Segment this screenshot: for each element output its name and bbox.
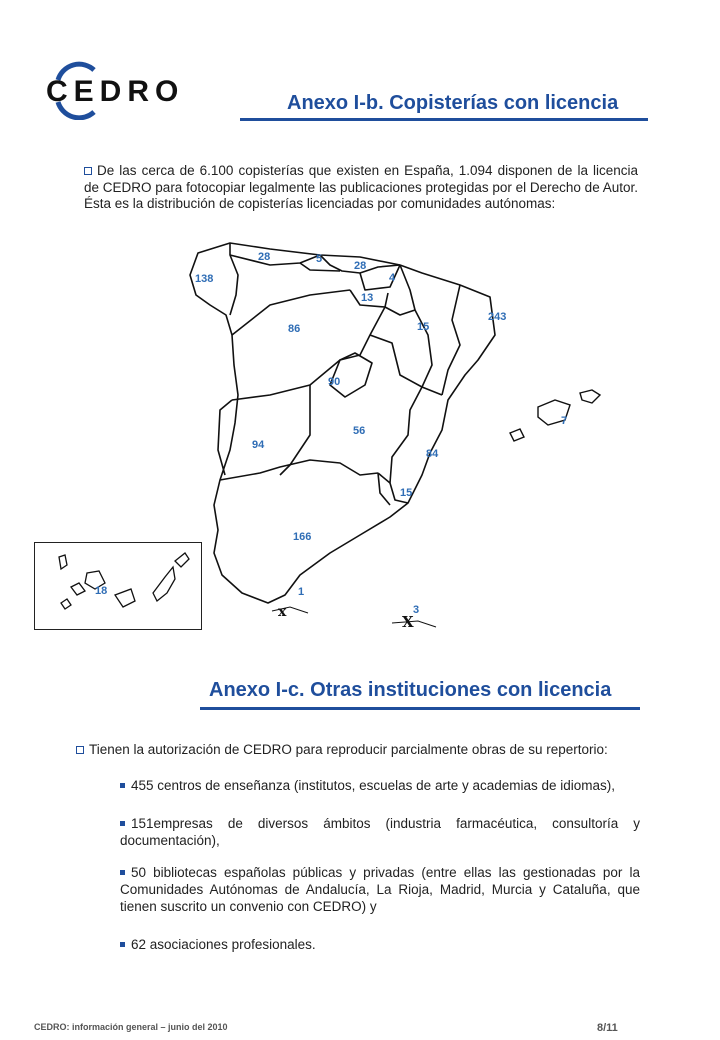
logo-text: CEDRO <box>46 75 185 108</box>
value-melilla: 3 <box>413 604 420 616</box>
section2-rule <box>200 707 640 710</box>
checkbox-bullet-icon <box>76 746 84 754</box>
section1-title: Anexo I-b. Copisterías con licencia <box>287 92 619 114</box>
square-bullet-icon <box>120 870 125 875</box>
value-navarra: 4 <box>389 272 396 284</box>
value-andalucia: 166 <box>293 531 312 543</box>
intro-text: De las cerca de 6.100 copisterías que existen en España, 1.094 disponen de la licencia de CEDRO para fotocopiar legalmente las publicaciones protegidas por el Derecho de Autor. Ésta es la distribución de copisterías licenciadas por comunidades autónomas: <box>84 163 638 211</box>
list-item: 50 bibliotecas españolas públicas y privadas (entre ellas las gestionadas por la Comunidades Autónomas de Andalucía, La Rioja, Madrid, Murcia y Cataluña, que tienen suscrito un convenio con CEDRO) y <box>120 865 640 914</box>
square-bullet-icon <box>120 942 125 947</box>
value-valencia: 84 <box>426 448 439 460</box>
value-ceuta: 1 <box>298 586 305 598</box>
square-bullet-icon <box>120 821 125 826</box>
section2-intro <box>76 742 656 759</box>
list-item: 151empresas de diversos ámbitos (industria farmacéutica, consultoría y documentación), <box>120 816 640 848</box>
value-la-rioja: 13 <box>361 292 374 304</box>
value-extremadura: 94 <box>252 439 265 451</box>
spain-map <box>160 235 610 635</box>
footer-text: CEDRO: información general – junio del 2010 <box>34 1022 228 1032</box>
value-aragon: 15 <box>417 321 430 333</box>
section1-rule <box>240 118 648 121</box>
value-murcia: 15 <box>400 487 413 499</box>
value-galicia: 138 <box>195 273 214 285</box>
value-castilla-la-mancha: 56 <box>353 425 366 437</box>
canary-islands-inset <box>34 542 202 630</box>
intro-paragraph <box>84 163 638 213</box>
value-madrid: 90 <box>328 376 341 388</box>
value-baleares: 7 <box>561 415 568 427</box>
cedro-logo <box>42 60 202 120</box>
svg-text:x: x <box>278 604 287 620</box>
checkbox-bullet-icon <box>84 167 92 175</box>
value-pais-vasco: 28 <box>354 260 367 272</box>
section2-intro-text: Tienen la autorización de CEDRO para reproducir parcialmente obras de su repertorio: <box>89 742 608 757</box>
value-canarias: 18 <box>95 585 108 597</box>
list-item: 455 centros de enseñanza (institutos, escuelas de arte y academias de idiomas), <box>120 777 640 794</box>
value-cataluna: 243 <box>488 311 507 323</box>
value-cantabria: 5 <box>316 253 323 265</box>
page-number: 8/11 <box>597 1022 618 1034</box>
list-item: 62 asociaciones profesionales. <box>120 936 640 953</box>
square-bullet-icon <box>120 783 125 788</box>
section2-title: Anexo I-c. Otras instituciones con licencia <box>209 679 612 701</box>
value-castilla-leon: 86 <box>288 323 301 335</box>
value-asturias: 28 <box>258 251 271 263</box>
svg-text:X: X <box>402 613 414 631</box>
